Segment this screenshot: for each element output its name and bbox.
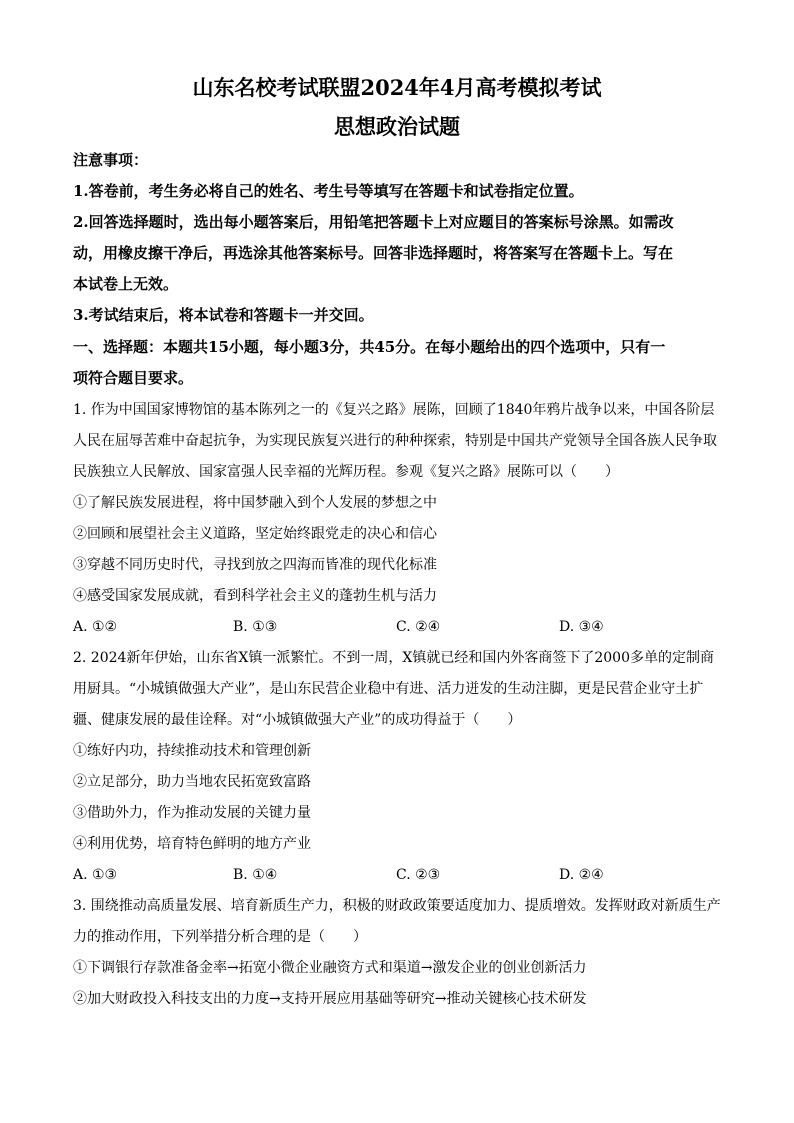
section-heading-line-2: 项符合题目要求。 bbox=[73, 369, 194, 387]
question-3-statement-2: ②加大财政投入科技支出的力度→支持开展应用基础等研究→推动关键核心技术研发 bbox=[73, 991, 587, 1007]
exam-subtitle: 思想政治试题 bbox=[334, 114, 460, 139]
question-1-statement-1: ①了解民族发展进程，将中国梦融入到个人发展的梦想之中 bbox=[73, 495, 437, 511]
question-2-option-c: C. ②③ bbox=[396, 867, 441, 883]
question-3-statement-1: ①下调银行存款准备金率→拓宽小微企业融资方式和渠道→激发企业的创业创新活力 bbox=[73, 960, 587, 976]
question-2-statement-1: ①练好内功，持续推动技术和管理创新 bbox=[73, 743, 311, 759]
question-3-stem-line-1: 3. 围绕推动高质量发展、培育新质生产力，积极的财政政策要适度加力、提质增效。发挥财政对新质生产 bbox=[73, 898, 721, 914]
question-1-statement-2: ②回顾和展望社会主义道路，坚定始终跟党走的决心和信心 bbox=[73, 526, 437, 542]
question-1-stem-line-1: 1. 作为中国国家博物馆的基本陈列之一的《复兴之路》展陈，回顾了1840年鸦片战争以来，中国各阶层 bbox=[73, 402, 715, 418]
question-1-statement-4: ④感受国家发展成就，看到科学社会主义的蓬勃生机与活力 bbox=[73, 588, 437, 604]
notice-heading: 注意事项： bbox=[73, 151, 149, 169]
question-2-stem-line-1: 2. 2024新年伊始，山东省X镇一派繁忙。不到一周，X镇就已经和国内外客商签下了2000多单的定制商 bbox=[73, 650, 714, 666]
notice-item-2-line-2: 动，用橡皮擦干净后，再选涂其他答案标号。回答非选择题时，将答案写在答题卡上。写在 bbox=[73, 244, 674, 262]
question-2-option-b: B. ①④ bbox=[233, 867, 278, 883]
notice-item-2-line-3: 本试卷上无效。 bbox=[73, 275, 179, 293]
question-2-option-a: A. ①③ bbox=[73, 867, 118, 883]
question-1-option-a: A. ①② bbox=[73, 619, 118, 635]
question-1-stem-line-2: 人民在屈辱苦难中奋起抗争，为实现民族复兴进行的种种探索，特别是中国共产党领导全国各族人民争取 bbox=[73, 433, 717, 449]
question-2-option-d: D. ②④ bbox=[559, 867, 604, 883]
question-2-stem-line-3: 疆、健康发展的最佳诠释。对“小城镇做强大产业”的成功得益于（ ） bbox=[73, 712, 522, 728]
notice-item-1: 1.答卷前，考生务必将自己的姓名、考生号等填写在答题卡和试卷指定位置。 bbox=[73, 182, 584, 200]
question-2-statement-3: ③借助外力，作为推动发展的关键力量 bbox=[73, 805, 311, 821]
section-heading-line-1: 一、选择题：本题共15小题，每小题3分，共45分。在每小题给出的四个选项中，只有一 bbox=[73, 338, 666, 356]
question-1-statement-3: ③穿越不同历史时代，寻找到放之四海而皆准的现代化标准 bbox=[73, 557, 437, 573]
question-1-option-d: D. ③④ bbox=[559, 619, 604, 635]
question-3-stem-line-2: 力的推动作用，下列举措分析合理的是（ ） bbox=[73, 929, 367, 945]
question-2-statement-2: ②立足部分，助力当地农民拓宽致富路 bbox=[73, 774, 311, 790]
question-2-stem-line-2: 用厨具。“小城镇做强大产业”，是山东民营企业稳中有进、活力迸发的生动注脚，更是民营企业守土扩 bbox=[73, 681, 704, 697]
question-1-option-b: B. ①③ bbox=[233, 619, 278, 635]
notice-item-2-line-1: 2.回答选择题时，选出每小题答案后，用铅笔把答题卡上对应题目的答案标号涂黑。如需改 bbox=[73, 213, 674, 231]
exam-title: 山东名校考试联盟2024年4月高考模拟考试 bbox=[192, 75, 602, 100]
question-1-stem-line-3: 民族独立人民解放、国家富强人民幸福的光辉历程。参观《复兴之路》展陈可以（ ） bbox=[73, 464, 619, 480]
question-2-statement-4: ④利用优势，培育特色鲜明的地方产业 bbox=[73, 836, 311, 852]
notice-item-3: 3.考试结束后，将本试卷和答题卡一并交回。 bbox=[73, 306, 374, 324]
question-1-option-c: C. ②④ bbox=[396, 619, 441, 635]
